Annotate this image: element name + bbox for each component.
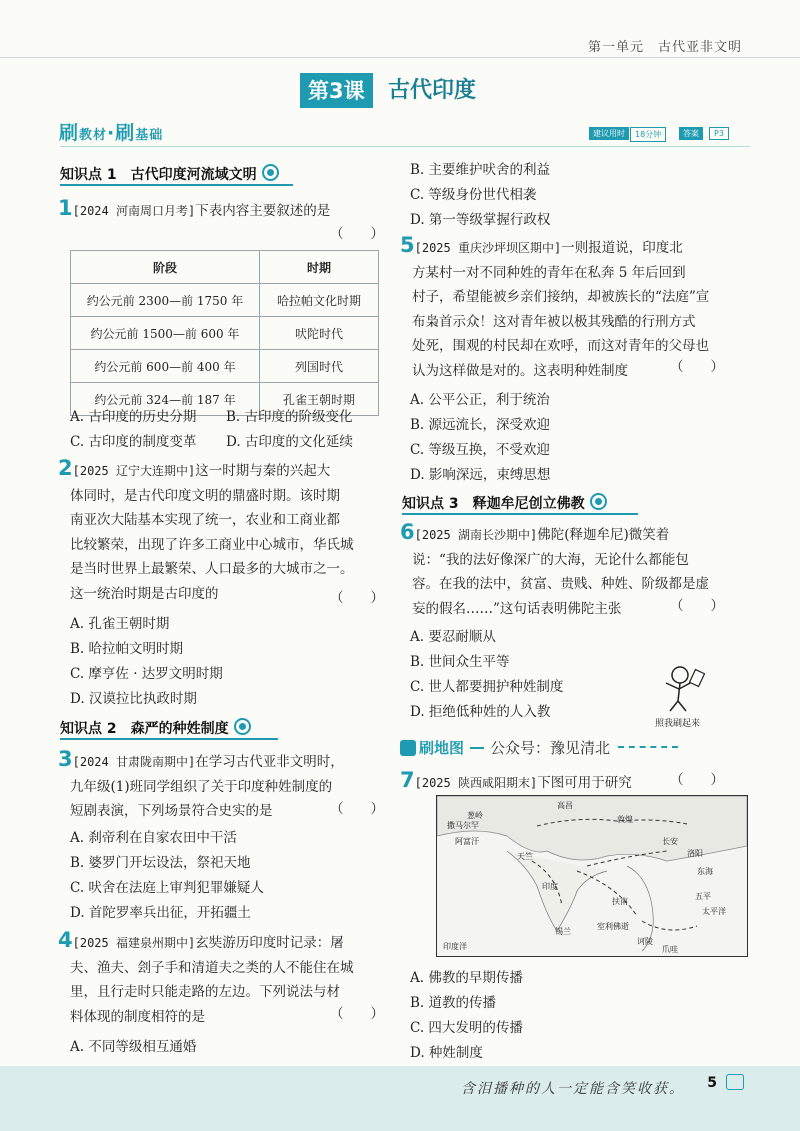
answer-bracket[interactable]: （ ） [670, 772, 724, 788]
question-line: 村子，希望能被乡亲们接纳，却被族长的“法庭”宣 [412, 289, 710, 305]
table-cell: 约公元前 2300—前 1750 年 [71, 284, 260, 317]
question-number: 6 [400, 520, 415, 544]
answer-bracket[interactable]: （ ） [670, 598, 724, 614]
kp3-underline [402, 513, 638, 515]
table-cell: 约公元前 324—前 187 年 [71, 383, 260, 416]
brand-main: 刷 [59, 122, 80, 144]
question-line: 这一时期与秦的兴起大 [195, 463, 331, 479]
table-cell: 吠陀时代 [260, 317, 379, 350]
option-c[interactable]: C. 等级互换，不受欢迎 [410, 442, 550, 458]
map-label: 撒马尔罕 [447, 821, 479, 830]
question-number: 1 [58, 196, 73, 220]
question-line: 体同时，是古代印度文明的鼎盛时期。该时期 [70, 487, 340, 504]
doodle-caption: 照我刷起来 [655, 719, 701, 729]
question-line: 南亚次大陆基本实现了统一，农业和工商业都 [70, 512, 340, 528]
question-source: [2024 甘肃陇南期中] [72, 755, 196, 769]
question-source: [2025 辽宁大连期中] [72, 464, 196, 478]
question-line: 妄的假名……”这句话表明佛陀主张 [412, 600, 622, 617]
lesson-title: 古代印度 [388, 78, 477, 103]
map-label: 长安 [662, 837, 678, 846]
table-header-cell: 阶段 [71, 251, 260, 284]
map-section-rule [470, 747, 484, 749]
map-section-header [400, 737, 678, 758]
target-icon [262, 164, 279, 181]
section-brand [59, 118, 163, 145]
watermark-text: 公众号：豫见清北 [490, 739, 611, 757]
answer-bracket[interactable]: （ ） [330, 1006, 384, 1022]
table-cell: 约公元前 1500—前 600 年 [71, 317, 260, 350]
page-number: 5 [707, 1075, 717, 1091]
target-icon [234, 718, 251, 735]
era-table [70, 250, 379, 416]
option-d[interactable]: D. 古印度的文化延续 [226, 434, 353, 450]
map-label: 东海 [697, 867, 713, 876]
map-label: 印度 [542, 882, 558, 891]
question-2 [58, 456, 388, 606]
option-b[interactable]: B. 主要维护吠舍的利益 [410, 162, 551, 178]
question-line: 方某村一对不同种姓的青年在私奔 5 年后回到 [412, 264, 686, 281]
question-1 [58, 196, 378, 224]
option-c[interactable]: C. 古印度的制度变革 [70, 434, 197, 450]
brand-dot: · [107, 122, 116, 144]
lesson-number: 第3课 [300, 73, 373, 108]
option-a[interactable]: A. 不同等级相互通婚 [70, 1039, 197, 1055]
kp3-label: 知识点 3 释迦牟尼创立佛教 [402, 496, 585, 512]
question-source: [2025 陕西咸阳期末] [414, 776, 538, 790]
question-line: 夫、渔夫、刽子手和清道夫之类的人不能住在城 [70, 959, 354, 976]
question-line: 布枭首示众！这对青年被以极其残酷的行刑方式 [412, 313, 696, 330]
map-label: 诃陵 [637, 937, 653, 946]
table-row [71, 284, 379, 317]
table-cell: 孔雀王朝时期 [260, 383, 379, 416]
option-c[interactable]: C. 等级身份世代相袭 [410, 187, 537, 203]
answer-page: P3 [709, 127, 729, 140]
kp2-label: 知识点 2 森严的种姓制度 [60, 721, 229, 737]
knowledge-point-1 [60, 164, 279, 184]
question-line: 佛陀(释迦牟尼)微笑着 [537, 527, 670, 543]
page-footer [0, 1066, 800, 1131]
question-line: 比较繁荣，出现了许多工商业中心城市，华氏城 [70, 536, 354, 553]
unit-title: 第一单元 古代亚非文明 [587, 40, 742, 55]
question-source: [2025 湖南长沙期中] [414, 528, 538, 542]
question-line: 处死，围观的村民却在欢呼，而这对青年的父母也 [412, 338, 709, 354]
kp2-underline [60, 738, 278, 740]
globe-icon [400, 740, 416, 756]
question-line: 认为这样做是对的。这表明种姓制度 [412, 362, 628, 379]
knowledge-point-2 [60, 718, 251, 738]
question-line: 料体现的制度相符的是 [70, 1008, 205, 1025]
map-label: 敦煌 [617, 815, 633, 824]
table-row [71, 317, 379, 350]
table-cell: 哈拉帕文化时期 [260, 284, 379, 317]
question-line: 一则报道说，印度北 [561, 240, 683, 256]
question-line: 这一统治时期是古印度的 [70, 585, 219, 602]
option-a[interactable]: A. 孔雀王朝时期 [70, 616, 170, 632]
option-d[interactable]: D. 拒绝低种姓的人入教 [410, 704, 551, 720]
table-cell: 约公元前 600—前 400 年 [71, 350, 260, 383]
table-cell: 列国时代 [260, 350, 379, 383]
option-c[interactable]: C. 世人都要拥护种姓制度 [410, 679, 564, 695]
question-stem: 下图可用于研究 [537, 775, 632, 791]
option-c[interactable]: C. 吠舍在法庭上审判犯罪嫌疑人 [70, 880, 264, 896]
map-section-rule-dashed [618, 746, 678, 749]
question-line: 短剧表演，下列场景符合史实的是 [70, 803, 273, 819]
question-number: 7 [400, 768, 415, 792]
question-line: 玄奘游历印度时记录：屠 [195, 935, 344, 951]
answer-bracket[interactable]: （ ） [670, 359, 724, 375]
question-number: 3 [58, 747, 73, 771]
option-a[interactable]: A. 要忍耐顺从 [410, 629, 496, 645]
option-a[interactable]: A. 公平公正，利于统治 [410, 392, 550, 408]
question-line: 说：“我的法好像深广的大海，无论什么都能包 [412, 551, 689, 568]
map-label: 葱岭 [467, 811, 483, 820]
question-source: [2025 重庆沙坪坝区期中] [414, 241, 562, 255]
option-c[interactable]: C. 摩亨佐 · 达罗文明时期 [70, 666, 223, 682]
option-d[interactable]: D. 汉谟拉比执政时期 [70, 691, 197, 707]
question-number: 5 [400, 233, 415, 257]
footer-motto: 含泪播种的人一定能含笑收获。 [461, 1081, 685, 1097]
option-c[interactable]: C. 四大发明的传播 [410, 1020, 523, 1036]
answer-bracket[interactable]: （ ） [330, 226, 384, 242]
brand-divider [60, 146, 750, 147]
option-d[interactable]: D. 种姓制度 [410, 1045, 483, 1061]
option-d[interactable]: D. 第一等级掌握行政权 [410, 212, 551, 228]
map-label: 阿富汗 [455, 837, 479, 846]
table-header-row [71, 251, 379, 284]
option-b[interactable]: B. 道教的传播 [410, 995, 497, 1011]
option-d[interactable]: D. 首陀罗率兵出征，开拓疆土 [70, 905, 251, 921]
map-label: 室利佛逝 [597, 922, 629, 931]
cartoon-doodle-icon [652, 661, 712, 719]
question-number: 2 [58, 456, 73, 480]
knowledge-point-3 [402, 493, 607, 513]
map-label: 洛阳 [687, 849, 703, 858]
time-label: 建议用时 [589, 127, 629, 140]
question-stem: 下表内容主要叙述的是 [195, 203, 331, 219]
question-line: 是当时世界上最繁荣、人口最多的大城市之一。 [70, 561, 354, 577]
map-label: 太平洋 [702, 907, 726, 916]
question-line: 九年级(1)班同学组织了关于印度种姓制度的 [70, 778, 333, 795]
map-section-label: 刷地图 [419, 739, 465, 757]
option-a[interactable]: A. 佛教的早期传播 [410, 970, 523, 986]
question-line: 在学习古代亚非文明时， [195, 754, 344, 770]
map-label: 五平 [695, 892, 711, 901]
kp1-underline [60, 184, 293, 186]
option-b[interactable]: B. 哈拉帕文明时期 [70, 641, 184, 657]
header-divider [0, 57, 800, 58]
map-label: 爪哇 [662, 945, 678, 954]
answer-bracket[interactable]: （ ） [330, 801, 384, 817]
option-a[interactable]: A. 刹帝利在自家农田中干活 [70, 830, 237, 846]
map-label: 高昌 [557, 801, 573, 810]
question-line: 里，且行走时只能走路的左边。下列说法与材 [70, 984, 340, 1000]
question-source: [2024 河南周口月考] [72, 204, 196, 218]
map-label: 锡兰 [555, 927, 571, 936]
kp1-label: 知识点 1 古代印度河流域文明 [60, 167, 257, 183]
buddhism-spread-map [436, 795, 748, 957]
answer-bracket[interactable]: （ ） [330, 590, 384, 606]
option-b[interactable]: B. 源远流长，深受欢迎 [410, 417, 551, 433]
table-header-cell: 时期 [260, 251, 379, 284]
question-line: 容。在我的法中，贫富、贵贱、种姓、阶级都是虚 [412, 576, 709, 592]
table-row [71, 350, 379, 383]
brand-sub2: 基础 [135, 128, 164, 143]
question-number: 4 [58, 928, 73, 952]
brand-main2: 刷 [115, 122, 136, 144]
target-icon [590, 493, 607, 510]
option-b[interactable]: B. 世间众生平等 [410, 654, 510, 670]
option-b[interactable]: B. 古印度的阶级变化 [226, 409, 353, 425]
map-label: 印度洋 [443, 942, 467, 951]
book-icon [726, 1074, 744, 1090]
time-value: 18分钟 [630, 127, 666, 142]
brand-sub1: 教材 [79, 128, 108, 143]
answer-label: 答案 [679, 127, 703, 140]
map-label: 天竺 [517, 852, 533, 861]
option-a[interactable]: A. 古印度的历史分期 [70, 409, 197, 425]
question-source: [2025 福建泉州期中] [72, 936, 196, 950]
option-d[interactable]: D. 影响深远，束缚思想 [410, 467, 551, 483]
option-b[interactable]: B. 婆罗门开坛设法，祭祀天地 [70, 855, 251, 871]
map-label: 扶南 [612, 897, 628, 906]
